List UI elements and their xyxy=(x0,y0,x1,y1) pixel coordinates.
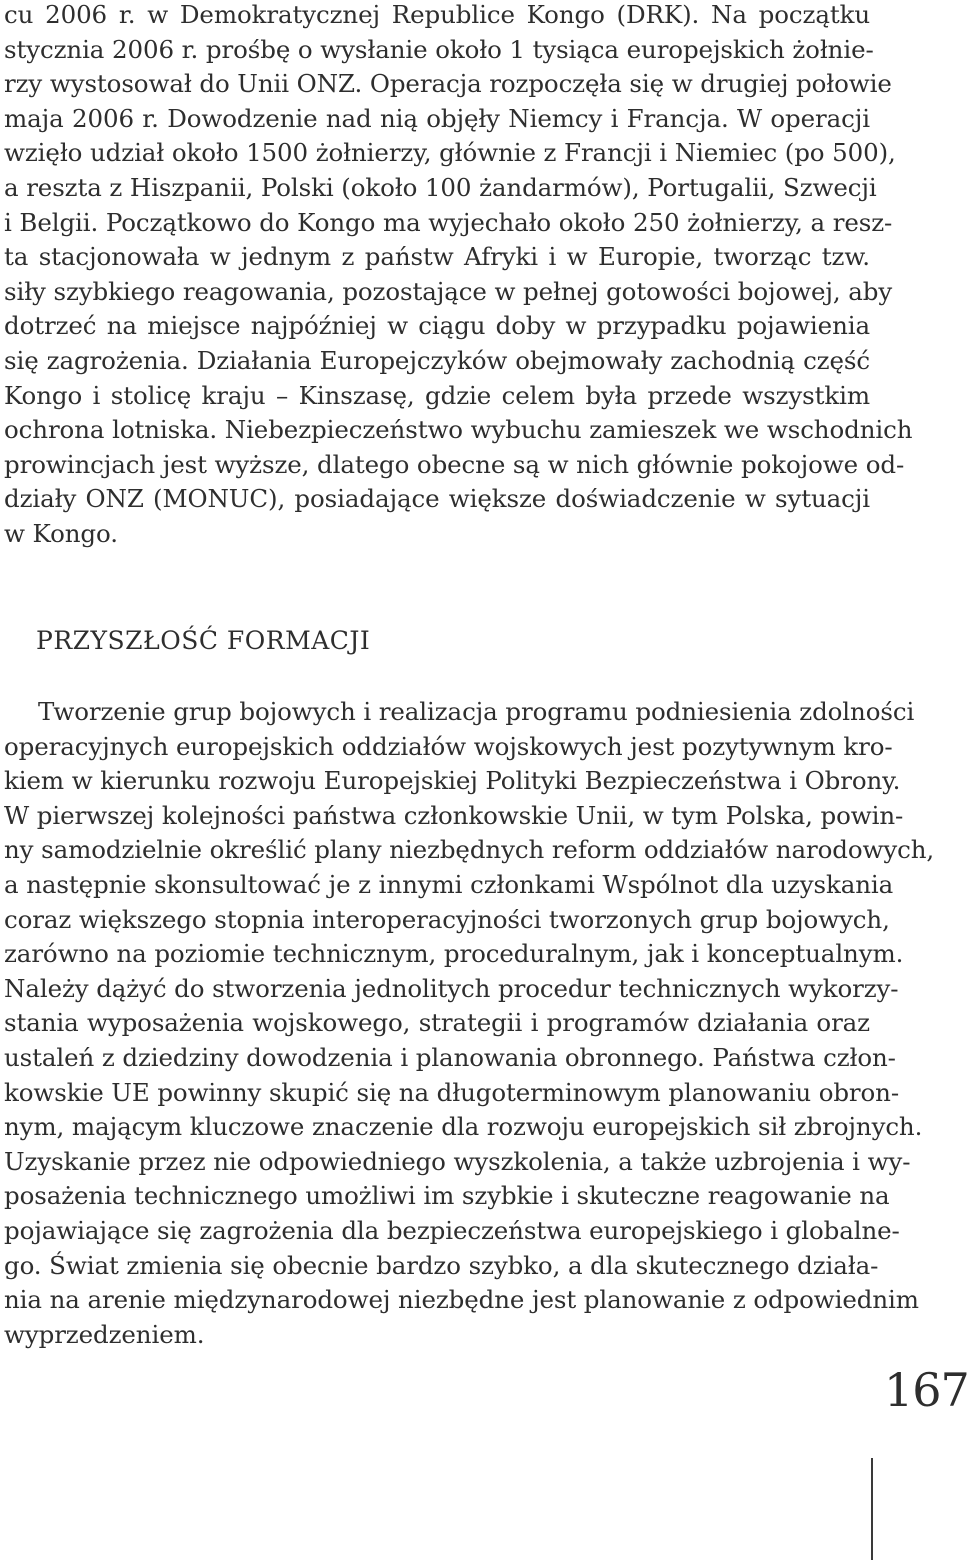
text-line: kiem w kierunku rozwoju Europejskiej Polityki Bezpieczeństwa i Obrony. xyxy=(4,766,901,796)
margin-rule xyxy=(871,1458,873,1560)
text-line: kowskie UE powinny skupić się na długoterminowym planowaniu obron- xyxy=(4,1077,900,1107)
text-line: Uzyskanie przez nie odpowiedniego wyszkolenia, a także uzbrojenia i wy- xyxy=(4,1146,911,1176)
text-line: Tworzenie grup bojowych i realizacja programu podniesienia zdolności xyxy=(38,697,915,726)
text-line: wyprzedzeniem. xyxy=(4,1319,205,1349)
text-line: się zagrożenia. Działania Europejczyków obejmowały zachodnią część xyxy=(4,345,870,375)
text-line: cu 2006 r. w Demokratycznej Republice Kongo (DRK). Na początku xyxy=(4,0,870,29)
text-line: go. Świat zmienia się obecnie bardzo szybko, a dla skutecznego działa- xyxy=(4,1250,879,1280)
text-line: pojawiające się zagrożenia dla bezpieczeństwa europejskiego i globalne- xyxy=(4,1215,900,1245)
section-body-paragraph xyxy=(4,695,935,1352)
text-line: ta stacjonowała w jednym z państw Afryki i w Europie, tworząc tzw. xyxy=(4,242,870,272)
text-line: operacyjnych europejskich oddziałów wojskowych jest pozytywnym kro- xyxy=(4,731,893,761)
body-paragraph-continued xyxy=(4,0,913,552)
text-line: maja 2006 r. Dowodzenie nad nią objęły Niemcy i Francja. W operacji xyxy=(4,103,870,133)
section-heading: PRZYSZŁOŚĆ FORMACJI xyxy=(36,626,371,655)
text-line: i Belgii. Początkowo do Kongo ma wyjechało około 250 żołnierzy, a resz- xyxy=(4,207,893,237)
text-line: a następnie skonsultować je z innymi członkami Wspólnot dla uzyskania xyxy=(4,869,894,899)
text-line: ustaleń z dziedziny dowodzenia i planowania obronnego. Państwa człon- xyxy=(4,1042,896,1072)
text-line: w Kongo. xyxy=(4,518,118,548)
text-line: ny samodzielnie określić plany niezbędnych reform oddziałów narodowych, xyxy=(4,835,935,865)
text-line: W pierwszej kolejności państwa członkowskie Unii, w tym Polska, powin- xyxy=(4,800,904,830)
text-line: Należy dążyć do stworzenia jednolitych procedur technicznych wykorzy- xyxy=(4,973,899,1003)
text-line: ochrona lotniska. Niebezpieczeństwo wybuchu zamieszek we wschodnich xyxy=(4,415,913,445)
text-line: działy ONZ (MONUC), posiadające większe doświadczenie w sytuacji xyxy=(4,484,870,514)
text-line: Kongo i stolicę kraju – Kinszasę, gdzie celem była przede wszystkim xyxy=(4,380,870,410)
text-line: prowincjach jest wyższe, dlatego obecne są w nich głównie pokojowe od- xyxy=(4,449,905,479)
text-line: stycznia 2006 r. prośbę o wysłanie około 1 tysiąca europejskich żołnie- xyxy=(4,34,874,64)
page-number: 167 xyxy=(884,1363,969,1417)
text-line: nia na arenie międzynarodowej niezbędne jest planowanie z odpowiednim xyxy=(4,1285,919,1315)
text-line: nym, mającym kluczowe znaczenie dla rozwoju europejskich sił zbrojnych. xyxy=(4,1112,923,1142)
text-line: posażenia technicznego umożliwi im szybkie i skuteczne reagowanie na xyxy=(4,1181,890,1211)
text-line: dotrzeć na miejsce najpóźniej w ciągu doby w przypadku pojawienia xyxy=(4,311,870,341)
text-line: a reszta z Hiszpanii, Polski (około 100 żandarmów), Portugalii, Szwecji xyxy=(4,172,877,202)
text-line: coraz większego stopnia interoperacyjności tworzonych grup bojowych, xyxy=(4,904,890,934)
text-line: rzy wystosował do Unii ONZ. Operacja rozpoczęła się w drugiej połowie xyxy=(4,69,892,99)
text-line: siły szybkiego reagowania, pozostające w pełnej gotowości bojowej, aby xyxy=(4,276,893,306)
text-line: wzięło udział około 1500 żołnierzy, głównie z Francji i Niemiec (po 500), xyxy=(4,138,896,168)
text-line: stania wyposażenia wojskowego, strategii i programów działania oraz xyxy=(4,1008,870,1038)
text-line: zarówno na poziomie technicznym, proceduralnym, jak i konceptualnym. xyxy=(4,939,904,969)
